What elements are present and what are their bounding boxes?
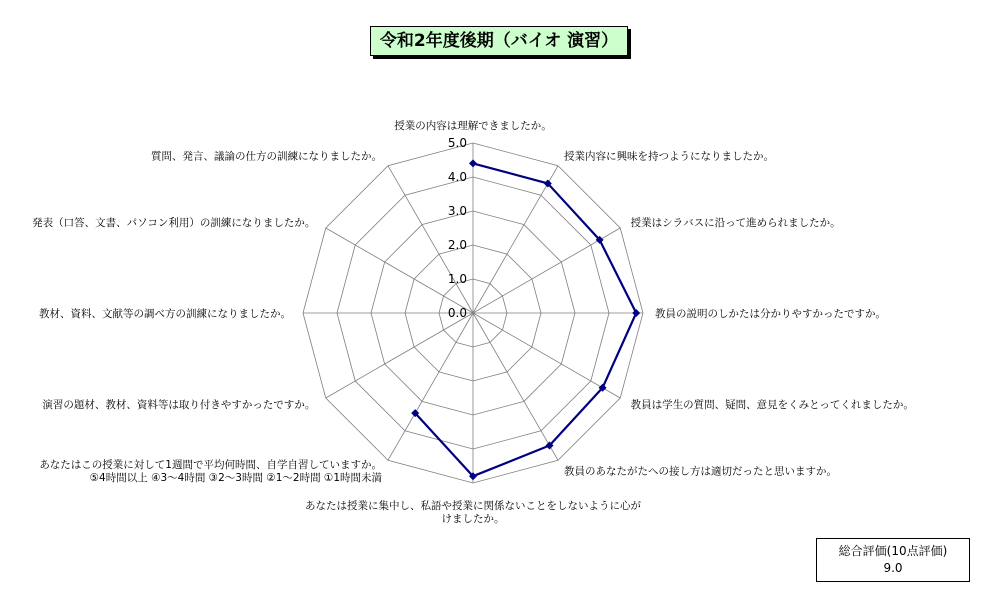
radar-tick-labels <box>448 136 467 320</box>
radar-spokes <box>303 143 643 483</box>
tick-label: 1.0 <box>447 272 467 286</box>
axis-label-2: 授業内容に興味を持つようになりましたか。 <box>564 150 774 163</box>
data-point-1 <box>469 159 477 167</box>
axis-label-5: 教員は学生の質問、疑問、意見をくみとってくれましたか。 <box>630 399 914 411</box>
spoke-6 <box>473 313 558 460</box>
data-point-4 <box>632 309 640 317</box>
spoke-5 <box>473 313 620 398</box>
axis-label-8: あなたはこの授業に対して1週間で平均何時間、自学自習していますか。 ⑤4時間以上 ④3〜4時間 ③2〜3時間 ②1〜2時間 ①1時間未満 <box>39 459 382 485</box>
summary-box <box>816 538 970 582</box>
axis-label-3: 授業はシラバスに沿って進められましたか。 <box>630 217 841 229</box>
axis-label-12: 質問、発言、議論の仕方の訓練になりましたか。 <box>151 150 382 163</box>
spoke-2 <box>473 166 558 313</box>
spoke-9 <box>326 313 473 398</box>
chart-title: 令和2年度後期（バイオ 演習） <box>370 26 628 56</box>
axis-label-1: 授業の内容は理解できましたか。 <box>394 120 552 132</box>
spoke-8 <box>388 313 473 460</box>
axis-label-4: 教員の説明のしかたは分かりやすかったですか。 <box>655 308 886 320</box>
summary-value: 9.0 <box>883 561 903 575</box>
tick-label: 2.0 <box>447 238 467 252</box>
summary-label: 総合評価(10点評価) <box>838 544 948 558</box>
axis-label-11: 発表（口答、文書、パソコン利用）の訓練になりましたか。 <box>32 217 316 229</box>
axis-label-10: 教材、資料、文献等の調べ方の訓練になりましたか。 <box>39 308 291 320</box>
axis-label-6: 教員のあなたがたへの接し方は適切だったと思いますか。 <box>564 465 837 478</box>
tick-label: 5.0 <box>447 136 467 150</box>
tick-label: 4.0 <box>447 170 467 184</box>
tick-label: 0.0 <box>447 306 467 320</box>
radar-series <box>411 159 640 480</box>
axis-label-9: 演習の題材、教材、資料等は取り付きやすかったですか。 <box>42 399 316 411</box>
axis-label-7: あなたは授業に集中し、私語や授業に関係ないことをしないように心がけましたか。 <box>305 500 641 525</box>
tick-label: 3.0 <box>447 204 467 218</box>
